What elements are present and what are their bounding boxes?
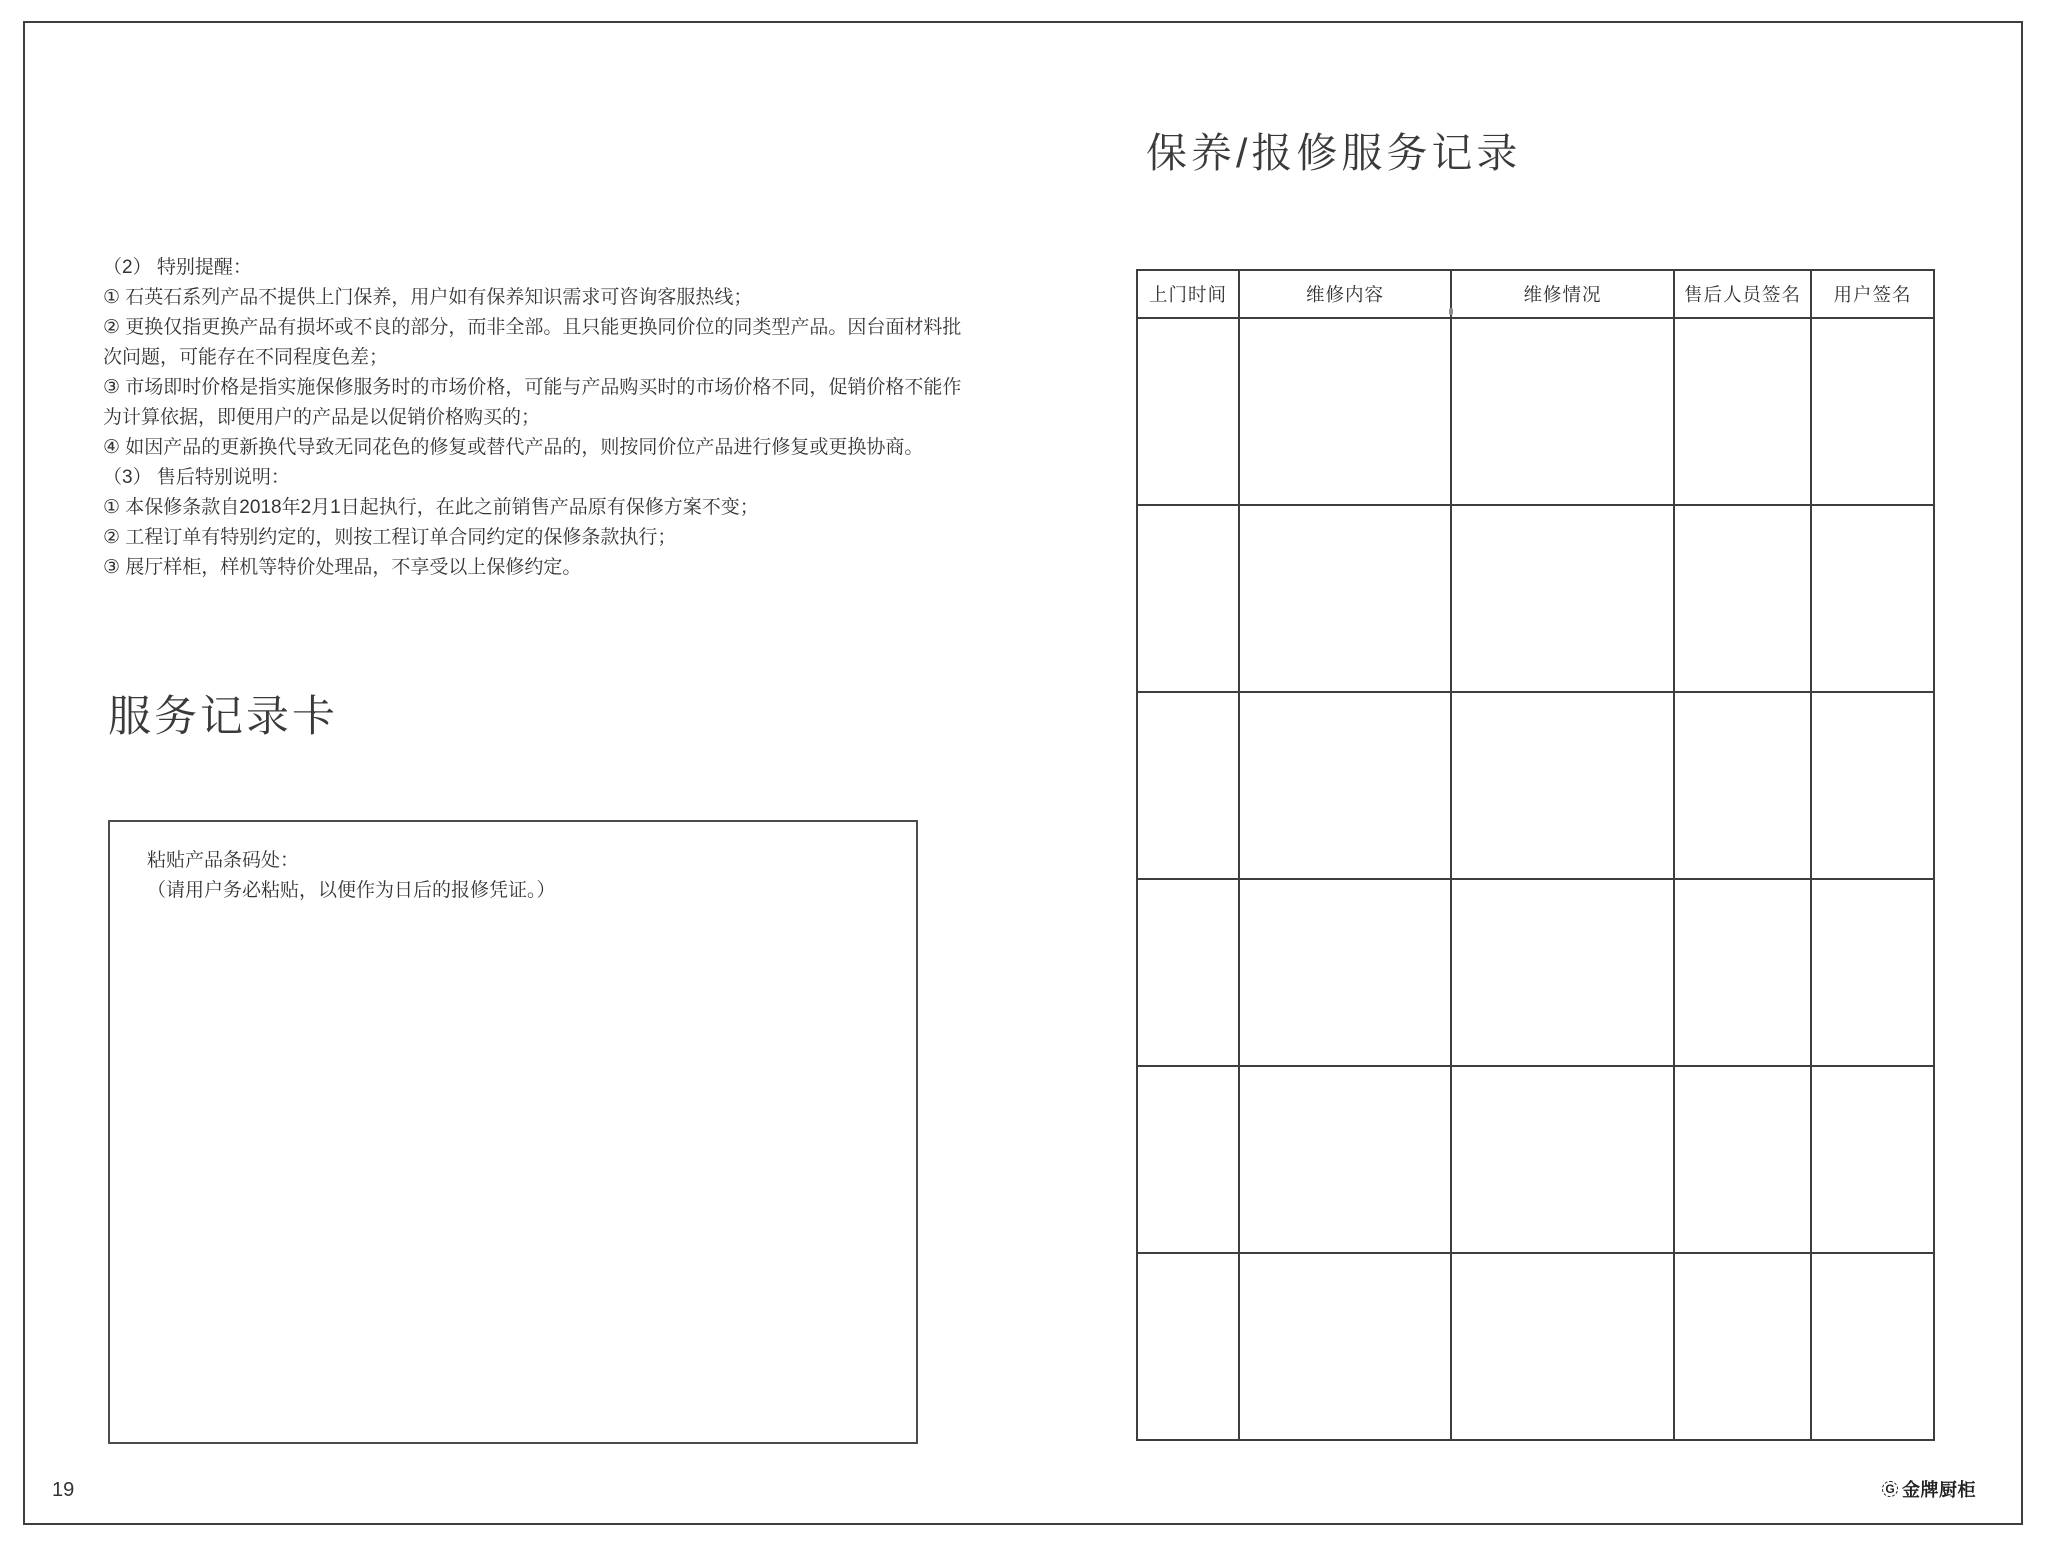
table-cell — [1451, 505, 1674, 692]
table-cell — [1811, 879, 1934, 1066]
page-number: 19 — [52, 1479, 75, 1501]
table-cell — [1137, 692, 1239, 879]
brand-logo — [1882, 1476, 1976, 1502]
table-cell — [1137, 879, 1239, 1066]
note-line: 为计算依据，即便用户的产品是以促销价格购买的； — [103, 407, 541, 428]
table-cell — [1451, 1066, 1674, 1253]
table-row — [1137, 692, 1934, 879]
table-cell — [1137, 1066, 1239, 1253]
note-line: （2） 特别提醒： — [103, 257, 252, 278]
column-header-repair-content: 维修内容 — [1239, 270, 1451, 318]
note-line: ④ 如因产品的更新换代导致无同花色的修复或替代产品的，则按同价位产品进行修复或更换协商。 — [103, 437, 924, 458]
column-header-staff-signature: 售后人员签名 — [1674, 270, 1811, 318]
note-line: ③ 市场即时价格是指实施保修服务时的市场价格，可能与产品购买时的市场价格不同，促销价格不能作 — [103, 377, 962, 398]
maintenance-record-title: 保养/报修服务记录 — [1146, 130, 1522, 176]
table-row — [1137, 879, 1934, 1066]
table-cell — [1137, 505, 1239, 692]
note-line: ① 本保修条款自2018年2月1日起执行，在此之前销售产品原有保修方案不变； — [103, 497, 759, 518]
table-cell — [1674, 1066, 1811, 1253]
note-line: （3） 售后特别说明： — [103, 467, 290, 488]
table-row — [1137, 505, 1934, 692]
table-cell — [1451, 692, 1674, 879]
note-line: ② 更换仅指更换产品有损坏或不良的部分，而非全部。且只能更换同价位的同类型产品。因台面材料批 — [103, 317, 962, 338]
service-record-table — [1136, 269, 1935, 1441]
warranty-notes — [103, 253, 962, 583]
table-cell — [1674, 318, 1811, 505]
note-line: ① 石英石系列产品不提供上门保养，用户如有保养知识需求可咨询客服热线； — [103, 287, 753, 308]
print-artifact-dot — [1449, 308, 1453, 315]
barcode-instruction-title: 粘贴产品条码处： — [147, 850, 300, 871]
table-cell — [1451, 318, 1674, 505]
table-cell — [1811, 1253, 1934, 1440]
barcode-instruction-note: （请用户务必粘贴，以便作为日后的报修凭证。） — [147, 880, 556, 901]
table-cell — [1811, 692, 1934, 879]
column-header-user-signature: 用户签名 — [1811, 270, 1934, 318]
table-cell — [1239, 318, 1451, 505]
table-cell — [1811, 318, 1934, 505]
table-row — [1137, 318, 1934, 505]
brand-name: 金牌厨柜 — [1902, 1480, 1976, 1500]
brand-g-icon: G — [1882, 1481, 1898, 1497]
table-row — [1137, 1253, 1934, 1440]
note-line: ② 工程订单有特别约定的，则按工程订单合同约定的保修条款执行； — [103, 527, 677, 548]
table-row — [1137, 1066, 1934, 1253]
table-cell — [1674, 692, 1811, 879]
table-cell — [1674, 505, 1811, 692]
table-cell — [1239, 1066, 1451, 1253]
barcode-sticker-box — [108, 820, 918, 1444]
column-header-repair-status: 维修情况 — [1451, 270, 1674, 318]
table-cell — [1451, 1253, 1674, 1440]
service-record-card-title: 服务记录卡 — [108, 693, 338, 741]
table-cell — [1811, 1066, 1934, 1253]
table-cell — [1137, 318, 1239, 505]
table-cell — [1674, 1253, 1811, 1440]
table-cell — [1137, 1253, 1239, 1440]
table-cell — [1811, 505, 1934, 692]
table-cell — [1239, 1253, 1451, 1440]
note-line: ③ 展厅样柜，样机等特价处理品，不享受以上保修约定。 — [103, 557, 582, 578]
column-header-visit-time: 上门时间 — [1137, 270, 1239, 318]
table-cell — [1239, 692, 1451, 879]
table-cell — [1674, 879, 1811, 1066]
table-cell — [1239, 505, 1451, 692]
table-header-row — [1137, 270, 1934, 318]
note-line: 次问题，可能存在不同程度色差； — [103, 347, 389, 368]
table-cell — [1451, 879, 1674, 1066]
table-cell — [1239, 879, 1451, 1066]
